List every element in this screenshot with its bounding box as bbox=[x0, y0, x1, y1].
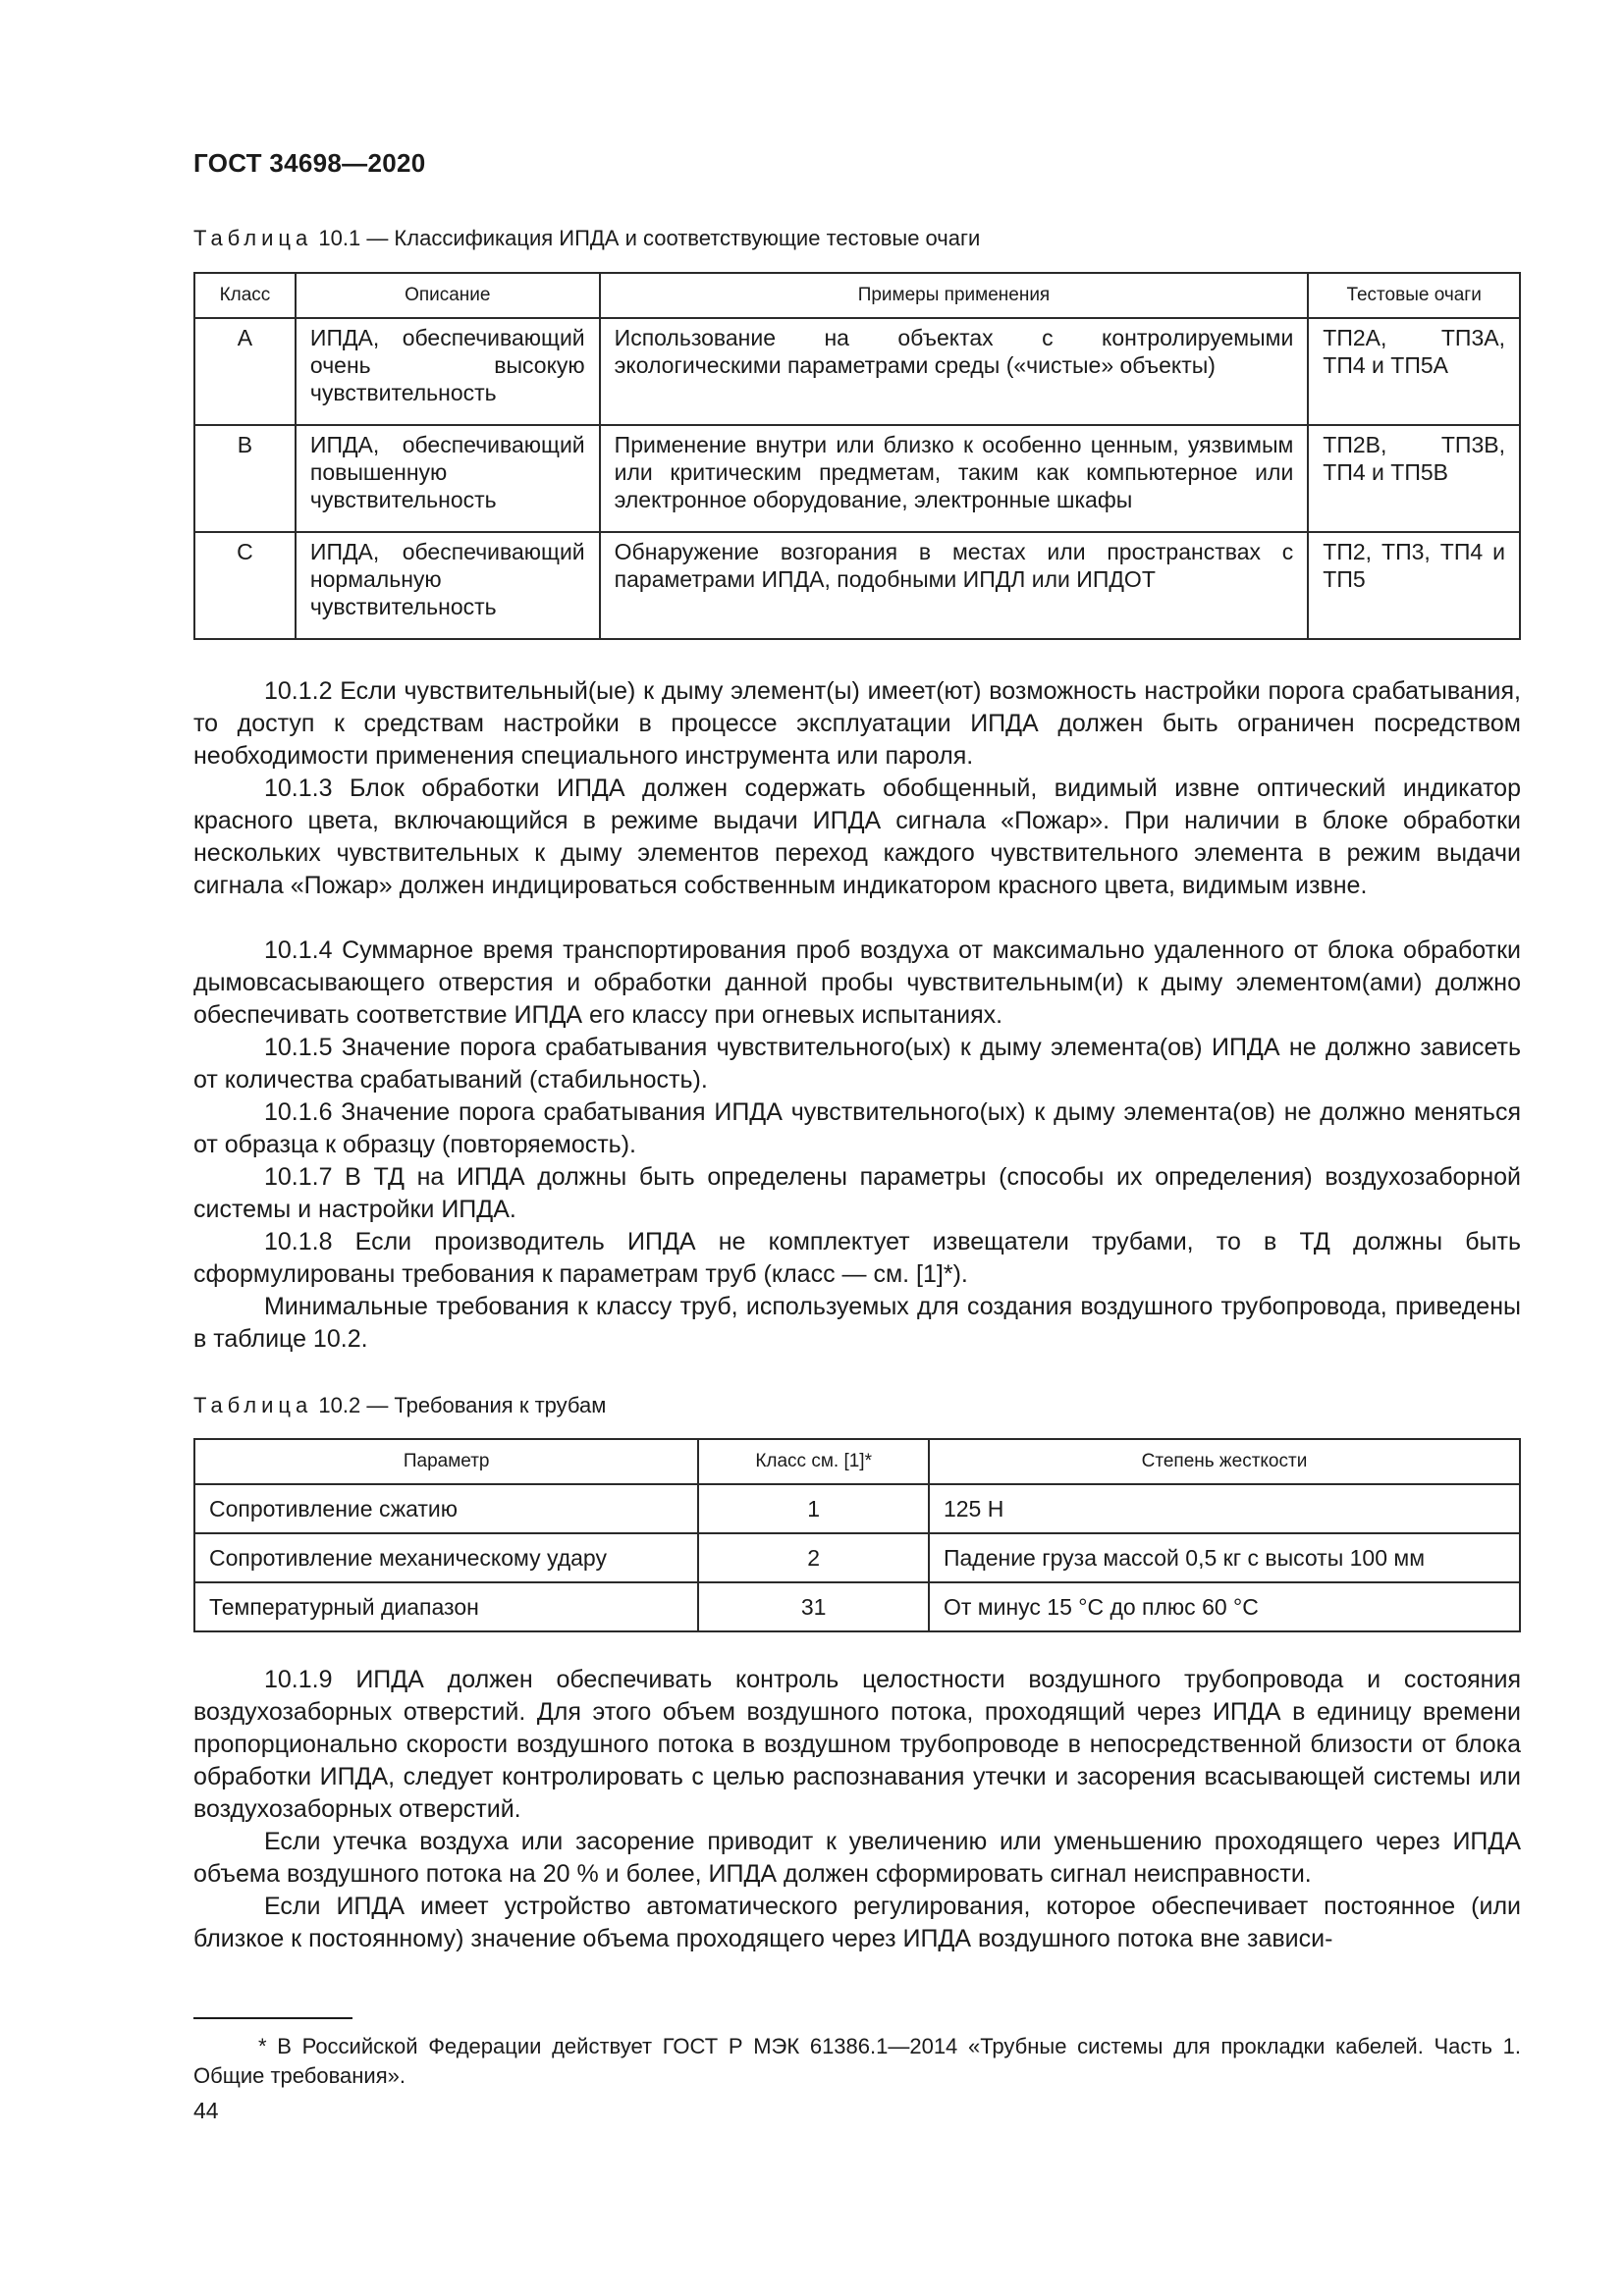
paragraph-text: 10.1.4 Суммарное время транспортирования проб воздуха от максимально удаленного от блока обработки дымовсасывающего отверстия и обработки данной пробы чувствительным(и) к дыму элементом(ами) должно обеспечивать соответствие ИПДА его классу при огневых испытаниях. bbox=[193, 936, 1521, 1029]
paragraph-pipe-requirements bbox=[193, 1291, 1521, 1356]
page-number: 44 bbox=[193, 2098, 219, 2123]
rigidity-cell: От минус 15 °С до плюс 60 °С bbox=[929, 1582, 1520, 1631]
paragraph-text: Если ИПДА имеет устройство автоматического регулирования, которое обеспечивает постоянное (или близкое к постоянному) значение объема проходящего через ИПДА воздушного потока вне зависи- bbox=[193, 1893, 1521, 1952]
header-description: Описание bbox=[296, 273, 600, 318]
paragraph-10-1-5 bbox=[193, 1032, 1521, 1096]
header-test-fires: Тестовые очаги bbox=[1308, 273, 1520, 318]
document-code: ГОСТ 34698—2020 bbox=[193, 148, 426, 178]
table-row bbox=[194, 1533, 1520, 1582]
paragraph-text: Если утечка воздуха или засорение приводит к увеличению или уменьшению проходящего через ИПДА объема воздушного потока на 20 % и более, ИПДА должен сформировать сигнал неисправности. bbox=[193, 1828, 1521, 1888]
description-cell: ИПДА, обеспечивающий повышенную чувствительность bbox=[296, 425, 600, 532]
paragraph-10-1-9 bbox=[193, 1664, 1521, 1826]
table-1-caption bbox=[193, 226, 980, 251]
table-row bbox=[194, 532, 1520, 639]
rigidity-cell: 125 Н bbox=[929, 1484, 1520, 1533]
paragraph-text: Минимальные требования к классу труб, используемых для создания воздушного трубопровода, приведены в таблице 10.2. bbox=[193, 1293, 1521, 1353]
footnote-text: * В Российской Федерации действует ГОСТ Р МЭК 61386.1—2014 «Трубные системы для прокладки кабелей. Часть 1. Общие требования». bbox=[193, 2034, 1521, 2088]
rigidity-cell: Падение груза массой 0,5 кг с высоты 100 мм bbox=[929, 1533, 1520, 1582]
pipe-requirements-table bbox=[193, 1438, 1521, 1632]
description-cell: ИПДА, обеспечивающий нормальную чувствительность bbox=[296, 532, 600, 639]
header-parameter: Параметр bbox=[194, 1439, 698, 1484]
parameter-cell: Сопротивление сжатию bbox=[194, 1484, 698, 1533]
document-page bbox=[193, 0, 1521, 2296]
application-cell: Применение внутри или близко к особенно ценным, уязвимым или критическим предметам, таким как компьютерное или электронное оборудование, электронные шкафы bbox=[600, 425, 1309, 532]
paragraph-10-1-6 bbox=[193, 1096, 1521, 1161]
class-cell: 31 bbox=[698, 1582, 929, 1631]
table-2-caption-word: Таблица bbox=[193, 1393, 313, 1417]
paragraph-text: 10.1.9 ИПДА должен обеспечивать контроль целостности воздушного трубопровода и состояния воздухозаборных отверстий. Для этого объем воздушного потока, проходящий через ИПДА в единицу времени пропорционально скорости воздушного потока в воздушном трубопроводе в непосредственной близости от блока обработки ИПДА, следует контролировать с целью распознавания утечки и засорения всасывающей системы или воздухозаборных отверстий. bbox=[193, 1666, 1521, 1823]
footnote bbox=[193, 2032, 1521, 2091]
classification-table bbox=[193, 272, 1521, 640]
table-2-caption bbox=[193, 1393, 606, 1418]
table-row bbox=[194, 318, 1520, 425]
class-cell: А bbox=[194, 318, 296, 425]
paragraph-text: 10.1.2 Если чувствительный(ые) к дыму элемент(ы) имеет(ют) возможность настройки порога срабатывания, то доступ к средствам настройки в процессе эксплуатации ИПДА должен быть ограничен посредством необходимости применения специального инструмента или пароля. bbox=[193, 677, 1521, 770]
paragraph-10-1-7 bbox=[193, 1161, 1521, 1226]
header-class: Класс bbox=[194, 273, 296, 318]
paragraph-10-1-3 bbox=[193, 773, 1521, 902]
table-header-row bbox=[194, 1439, 1520, 1484]
parameter-cell: Сопротивление механическому удару bbox=[194, 1533, 698, 1582]
class-cell: 2 bbox=[698, 1533, 929, 1582]
table-row bbox=[194, 1582, 1520, 1631]
table-row bbox=[194, 425, 1520, 532]
paragraph-text: 10.1.3 Блок обработки ИПДА должен содержать обобщенный, видимый извне оптический индикатор красного цвета, включающийся в режиме выдачи ИПДА сигнала «Пожар». При наличии в блоке обработки нескольких чувствительных к дыму элементов переход каждого чувствительного элемента в режим выдачи сигнала «Пожар» должен индицироваться собственным индикатором красного цвета, видимым извне. bbox=[193, 774, 1521, 899]
application-cell: Обнаружение возгорания в местах или пространствах с параметрами ИПДА, подобными ИПДЛ или ИПДОТ bbox=[600, 532, 1309, 639]
application-cell: Использование на объектах с контролируемыми экологическими параметрами среды («чистые» объекты) bbox=[600, 318, 1309, 425]
table-1-caption-title: 10.1 — Классификация ИПДА и соответствующие тестовые очаги bbox=[318, 226, 981, 250]
paragraph-10-1-4 bbox=[193, 934, 1521, 1032]
paragraph-10-1-2 bbox=[193, 675, 1521, 773]
paragraph-text: 10.1.5 Значение порога срабатывания чувствительного(ых) к дыму элемента(ов) ИПДА не должно зависеть от количества срабатываний (стабильность). bbox=[193, 1034, 1521, 1094]
parameter-cell: Температурный диапазон bbox=[194, 1582, 698, 1631]
header-rigidity: Степень жесткости bbox=[929, 1439, 1520, 1484]
paragraph-leak bbox=[193, 1826, 1521, 1891]
paragraph-10-1-8 bbox=[193, 1226, 1521, 1291]
table-2-caption-title: 10.2 — Требования к трубам bbox=[318, 1393, 607, 1417]
description-cell: ИПДА, обеспечивающий очень высокую чувствительность bbox=[296, 318, 600, 425]
header-application-examples: Примеры применения bbox=[600, 273, 1309, 318]
paragraph-text: 10.1.7 В ТД на ИПДА должны быть определены параметры (способы их определения) воздухозаборной системы и настройки ИПДА. bbox=[193, 1163, 1521, 1223]
table-row bbox=[194, 1484, 1520, 1533]
class-cell: С bbox=[194, 532, 296, 639]
table-header-row bbox=[194, 273, 1520, 318]
test-fires-cell: ТП2, ТП3, ТП4 и ТП5 bbox=[1308, 532, 1520, 639]
test-fires-cell: ТП2А, ТП3А, ТП4 и ТП5А bbox=[1308, 318, 1520, 425]
paragraph-auto-regulation bbox=[193, 1891, 1521, 1955]
paragraph-text: 10.1.8 Если производитель ИПДА не комплектует извещатели трубами, то в ТД должны быть сформулированы требования к параметрам труб (класс — см. [1]*). bbox=[193, 1228, 1521, 1288]
test-fires-cell: ТП2В, ТП3В, ТП4 и ТП5В bbox=[1308, 425, 1520, 532]
footnote-divider bbox=[193, 2017, 352, 2019]
class-cell: 1 bbox=[698, 1484, 929, 1533]
table-1-caption-word: Таблица bbox=[193, 226, 313, 250]
header-class-ref: Класс см. [1]* bbox=[698, 1439, 929, 1484]
class-cell: В bbox=[194, 425, 296, 532]
paragraph-text: 10.1.6 Значение порога срабатывания ИПДА чувствительного(ых) к дыму элемента(ов) не должно меняться от образца к образцу (повторяемость). bbox=[193, 1098, 1521, 1158]
